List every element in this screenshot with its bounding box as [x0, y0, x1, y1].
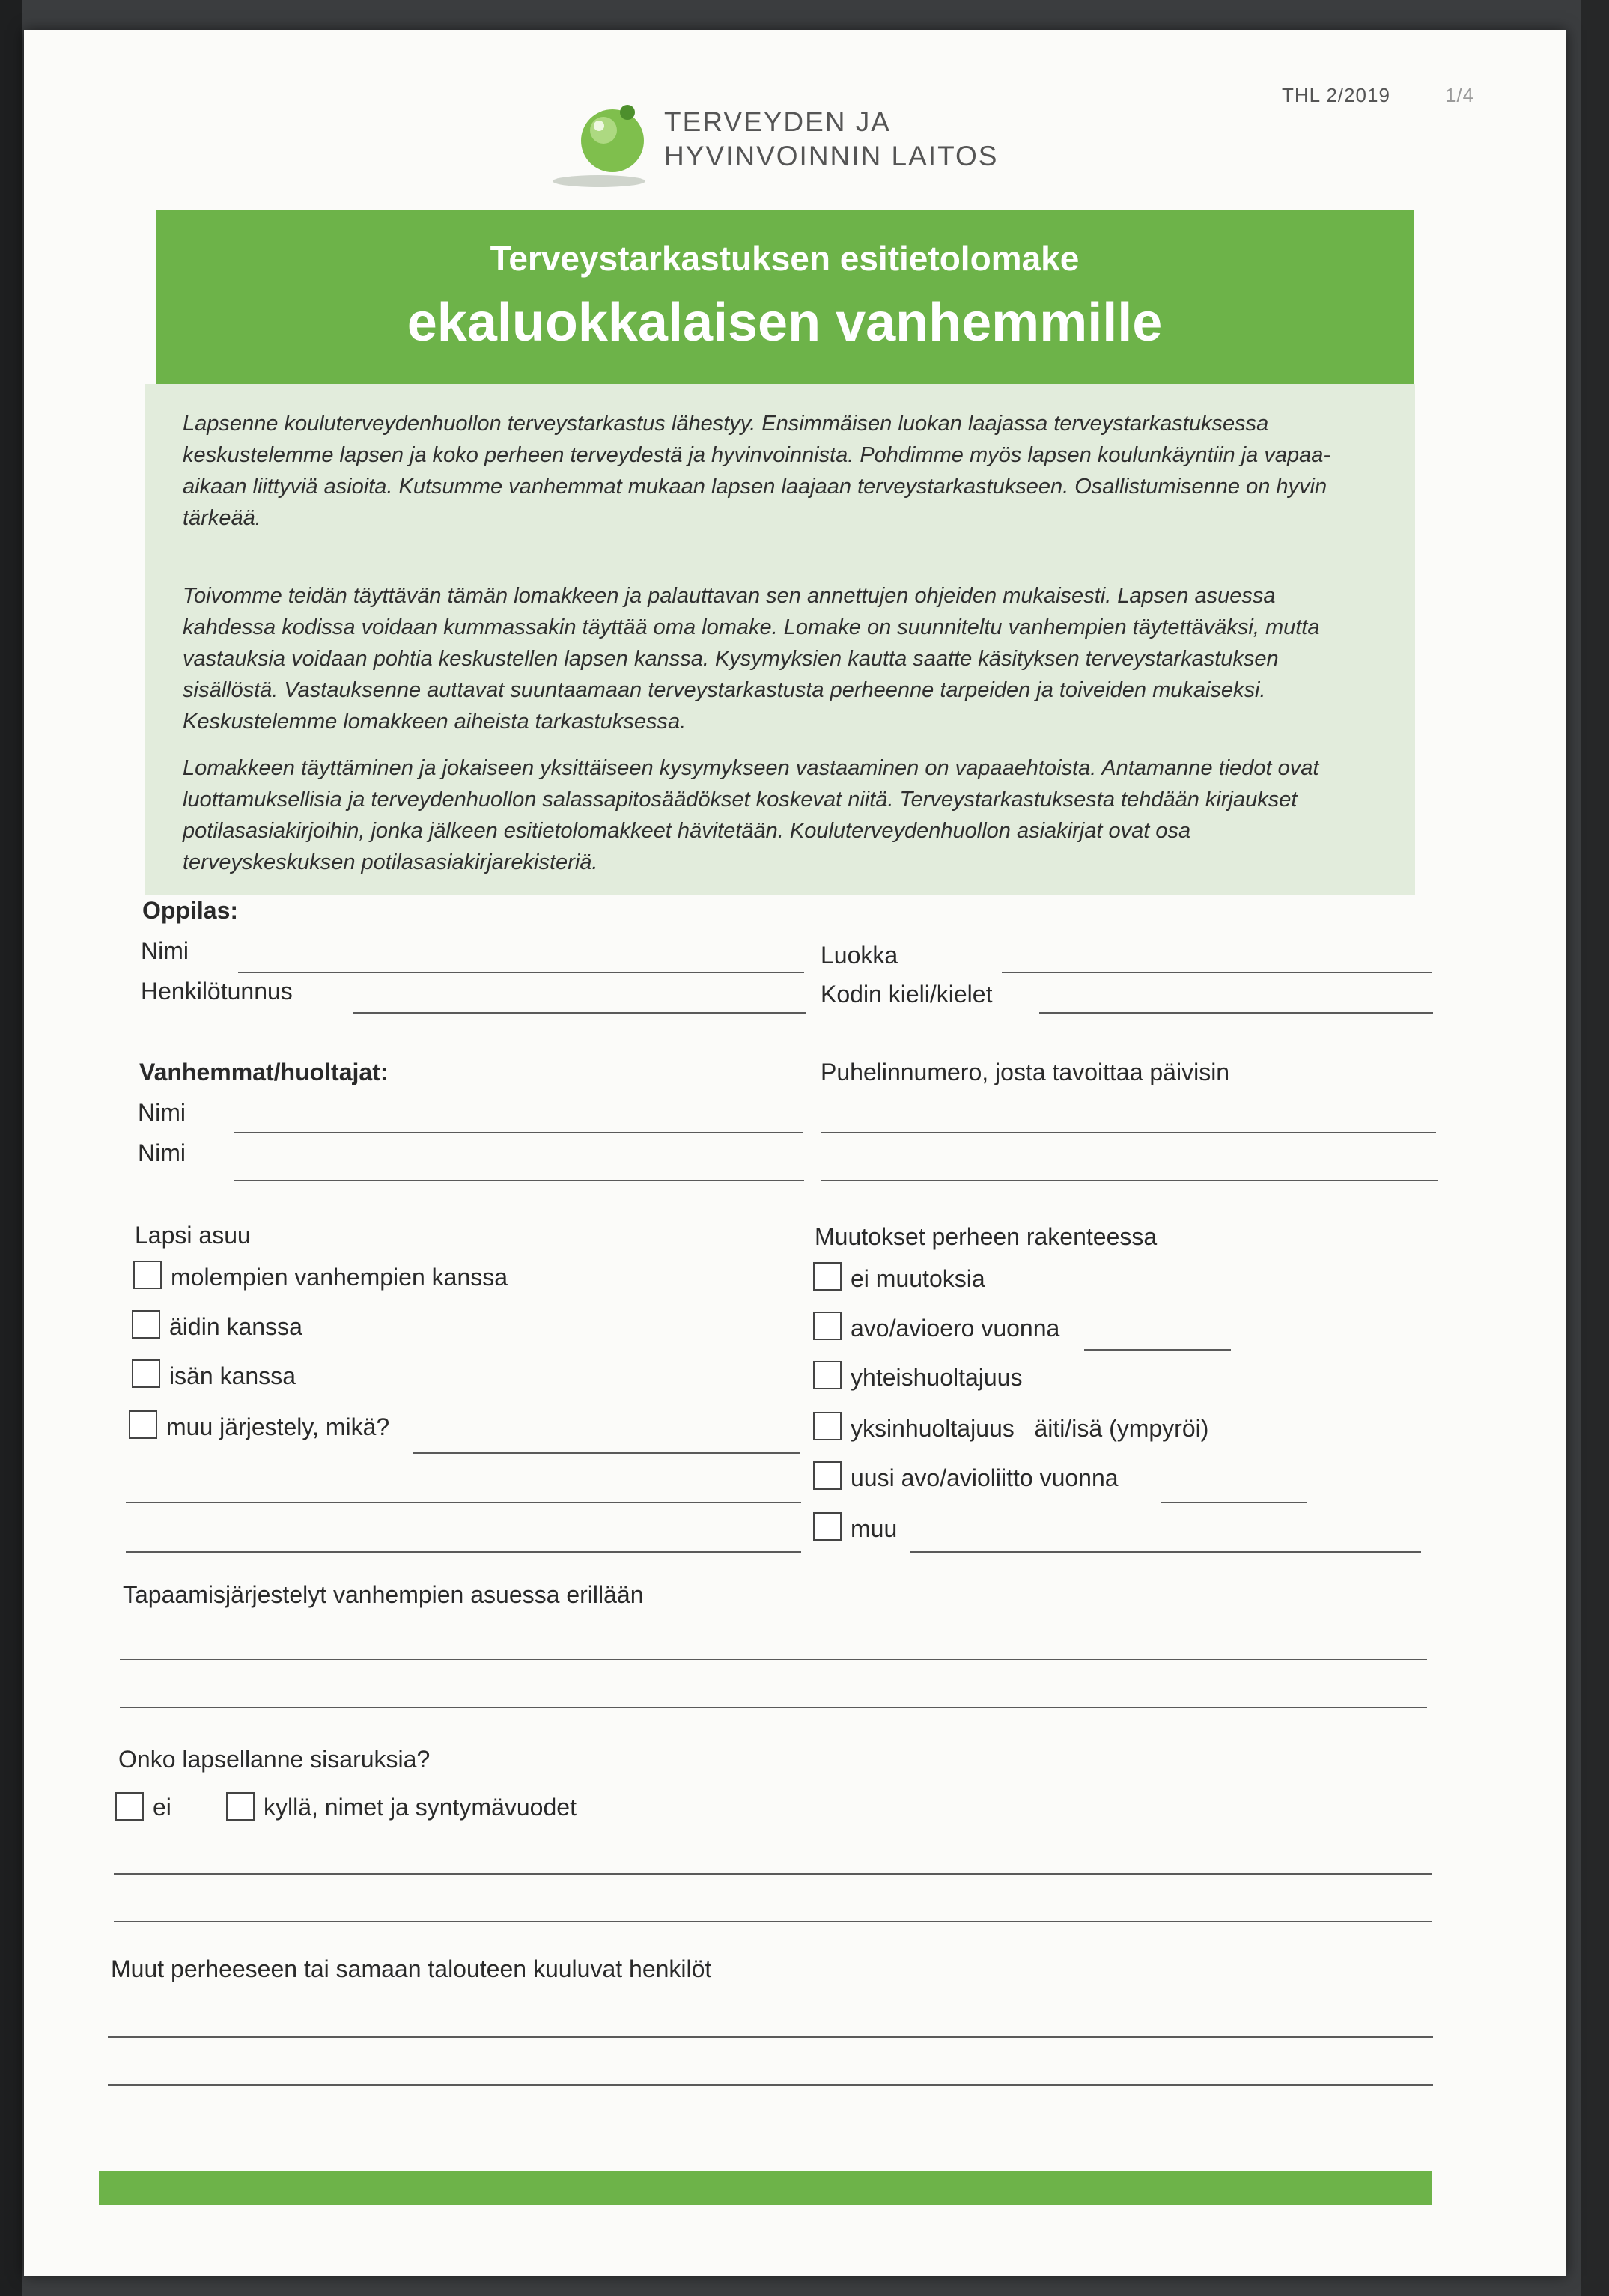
household-heading: Muut perheeseen tai samaan talouteen kuuluvat henkilöt: [111, 1955, 712, 1982]
form-page: [24, 30, 1566, 2276]
logo-line-1: TERVEYDEN JA: [664, 106, 891, 137]
joint-custody-checkbox[interactable]: [813, 1361, 842, 1389]
family-change-label: avo/avioero vuonna: [851, 1315, 1060, 1342]
student-heading: Oppilas:: [142, 897, 239, 924]
siblings-no-label: ei: [153, 1794, 171, 1821]
student-class-label: Luokka: [821, 942, 898, 969]
intro-paragraph-3: Lomakkeen täyttäminen ja jokaiseen yksittäiseen kysymykseen vastaaminen on vapaaehtoista. Antamanne tiedot ovat luottamuksellisia ja terveydenhuollon salassapitosäädökset koskevat niitä. Terveystarkastuksesta tehdään kirjaukset potilasasiakirjoihin, jonka jälkeen esitietolomakkeet hävitetään. Kouluterveydenhuollon asiakirjat ovat osa terveyskeskuksen potilasasiakirjarekisteriä.: [183, 756, 1319, 874]
student-id-label: Henkilötunnus: [141, 978, 293, 1005]
thl-logo-icon: [547, 97, 681, 210]
other-change-field[interactable]: [910, 1551, 1421, 1553]
living-father-checkbox[interactable]: [132, 1359, 160, 1388]
parents-phone-label: Puhelinnumero, josta tavoittaa päivisin: [821, 1059, 1230, 1085]
background-frame-right: [1581, 0, 1609, 2296]
page-indicator: 1/4: [1445, 84, 1475, 106]
title-banner: [156, 210, 1414, 384]
household-field-2[interactable]: [108, 2084, 1433, 2086]
parent-name2-field[interactable]: [234, 1180, 804, 1181]
living-mother-checkbox[interactable]: [132, 1310, 160, 1339]
form-code: THL 2/2019: [1282, 84, 1390, 106]
parent-name1-field[interactable]: [234, 1132, 803, 1133]
siblings-heading: Onko lapsellanne sisaruksia?: [118, 1746, 431, 1773]
other-change-checkbox[interactable]: [813, 1512, 842, 1541]
family-change-label: ei muutoksia: [851, 1265, 985, 1292]
siblings-field-2[interactable]: [114, 1921, 1432, 1922]
family-changes-heading: Muutokset perheen rakenteessa: [815, 1223, 1158, 1250]
living-option-label: muu järjestely, mikä?: [166, 1413, 390, 1440]
intro-paragraph-1: Lapsenne kouluterveydenhuollon terveystarkastus lähestyy. Ensimmäisen luokan laajassa terveystarkastuksessa keskustelemme lapsen ja koko perheen terveydestä ja hyvinvoinnista. Pohdimme myös lapsen koulunkäyntiin ja vapaa-aikaan liittyviä asioita. Kutsumme vanhemmat mukaan lapsen laajaan terveystarkastukseen. Osallistumisenne on hyvin tärkeää.: [183, 412, 1330, 530]
parent-phone1-field[interactable]: [821, 1132, 1436, 1133]
logo-text: [664, 105, 998, 174]
household-field-1[interactable]: [108, 2036, 1433, 2038]
new-marriage-checkbox[interactable]: [813, 1461, 842, 1490]
living-option-label: äidin kanssa: [169, 1313, 302, 1340]
visitation-field-2[interactable]: [120, 1707, 1427, 1708]
student-language-label: Kodin kieli/kielet: [821, 981, 993, 1008]
student-id-field[interactable]: [353, 1012, 806, 1014]
form-title-small: Terveystarkastuksen esitietolomake: [490, 239, 1080, 278]
family-change-label: muu: [851, 1515, 898, 1542]
intro-paragraph-2: Toivomme teidän täyttävän tämän lomakkeen ja palauttavan sen annettujen ohjeiden mukaisesti. Lapsen asuessa kahdessa kodissa voidaan kummassakin täyttää oma lomake. Lomake on suunniteltu vanhempien täytettäväksi, mutta vastauksia voidaan pohtia keskustellen lapsen kanssa. Kysymyksien kautta saatte käsityksen terveystarkastuksen sisällöstä. Vastauksenne auttavat suuntaamaan terveystarkastusta perheenne tarpeiden ja toiveiden mukaiseksi. Keskustelemme lomakkeen aiheista tarkastuksessa.: [183, 584, 1320, 734]
living-other-field[interactable]: [413, 1452, 800, 1454]
siblings-field-1[interactable]: [114, 1873, 1432, 1875]
parents-heading: Vanhemmat/huoltajat:: [139, 1059, 389, 1085]
living-option-label: molempien vanhempien kanssa: [171, 1264, 508, 1291]
student-name-field[interactable]: [238, 972, 804, 973]
living-option-label: isän kanssa: [169, 1362, 296, 1389]
siblings-no-checkbox[interactable]: [115, 1792, 144, 1821]
student-class-field[interactable]: [1002, 972, 1432, 973]
siblings-yes-checkbox[interactable]: [226, 1792, 255, 1821]
family-change-label: yhteishuoltajuus: [851, 1364, 1023, 1391]
student-name-label: Nimi: [141, 937, 189, 964]
living-other-checkbox[interactable]: [129, 1410, 157, 1439]
siblings-yes-label: kyllä, nimet ja syntymävuodet: [264, 1794, 577, 1821]
new-marriage-year-field[interactable]: [1161, 1502, 1307, 1503]
living-both-parents-checkbox[interactable]: [133, 1261, 162, 1289]
living-heading: Lapsi asuu: [135, 1222, 251, 1249]
divorce-checkbox[interactable]: [813, 1312, 842, 1340]
visitation-field-1[interactable]: [120, 1659, 1427, 1660]
parent-name1-label: Nimi: [138, 1099, 186, 1126]
intro-box: [145, 384, 1415, 895]
form-title-large: ekaluokkalaisen vanhemmille: [407, 293, 1163, 353]
parent-name2-label: Nimi: [138, 1139, 186, 1166]
living-other-field-2[interactable]: [126, 1502, 801, 1503]
logo-line-2: HYVINVOINNIN LAITOS: [664, 141, 999, 171]
visitation-heading: Tapaamisjärjestelyt vanhempien asuessa erillään: [123, 1581, 644, 1608]
sole-custody-checkbox[interactable]: [813, 1412, 842, 1440]
parent-phone2-field[interactable]: [821, 1180, 1438, 1181]
student-language-field[interactable]: [1039, 1012, 1433, 1014]
family-change-label: uusi avo/avioliitto vuonna: [851, 1464, 1119, 1491]
family-change-label: yksinhuoltajuus äiti/isä (ympyröi): [851, 1415, 1209, 1442]
living-other-field-3[interactable]: [126, 1551, 801, 1553]
divorce-year-field[interactable]: [1084, 1349, 1231, 1351]
background-frame-left: [0, 0, 22, 2296]
footer-bar: [99, 2171, 1432, 2205]
no-changes-checkbox[interactable]: [813, 1262, 842, 1291]
